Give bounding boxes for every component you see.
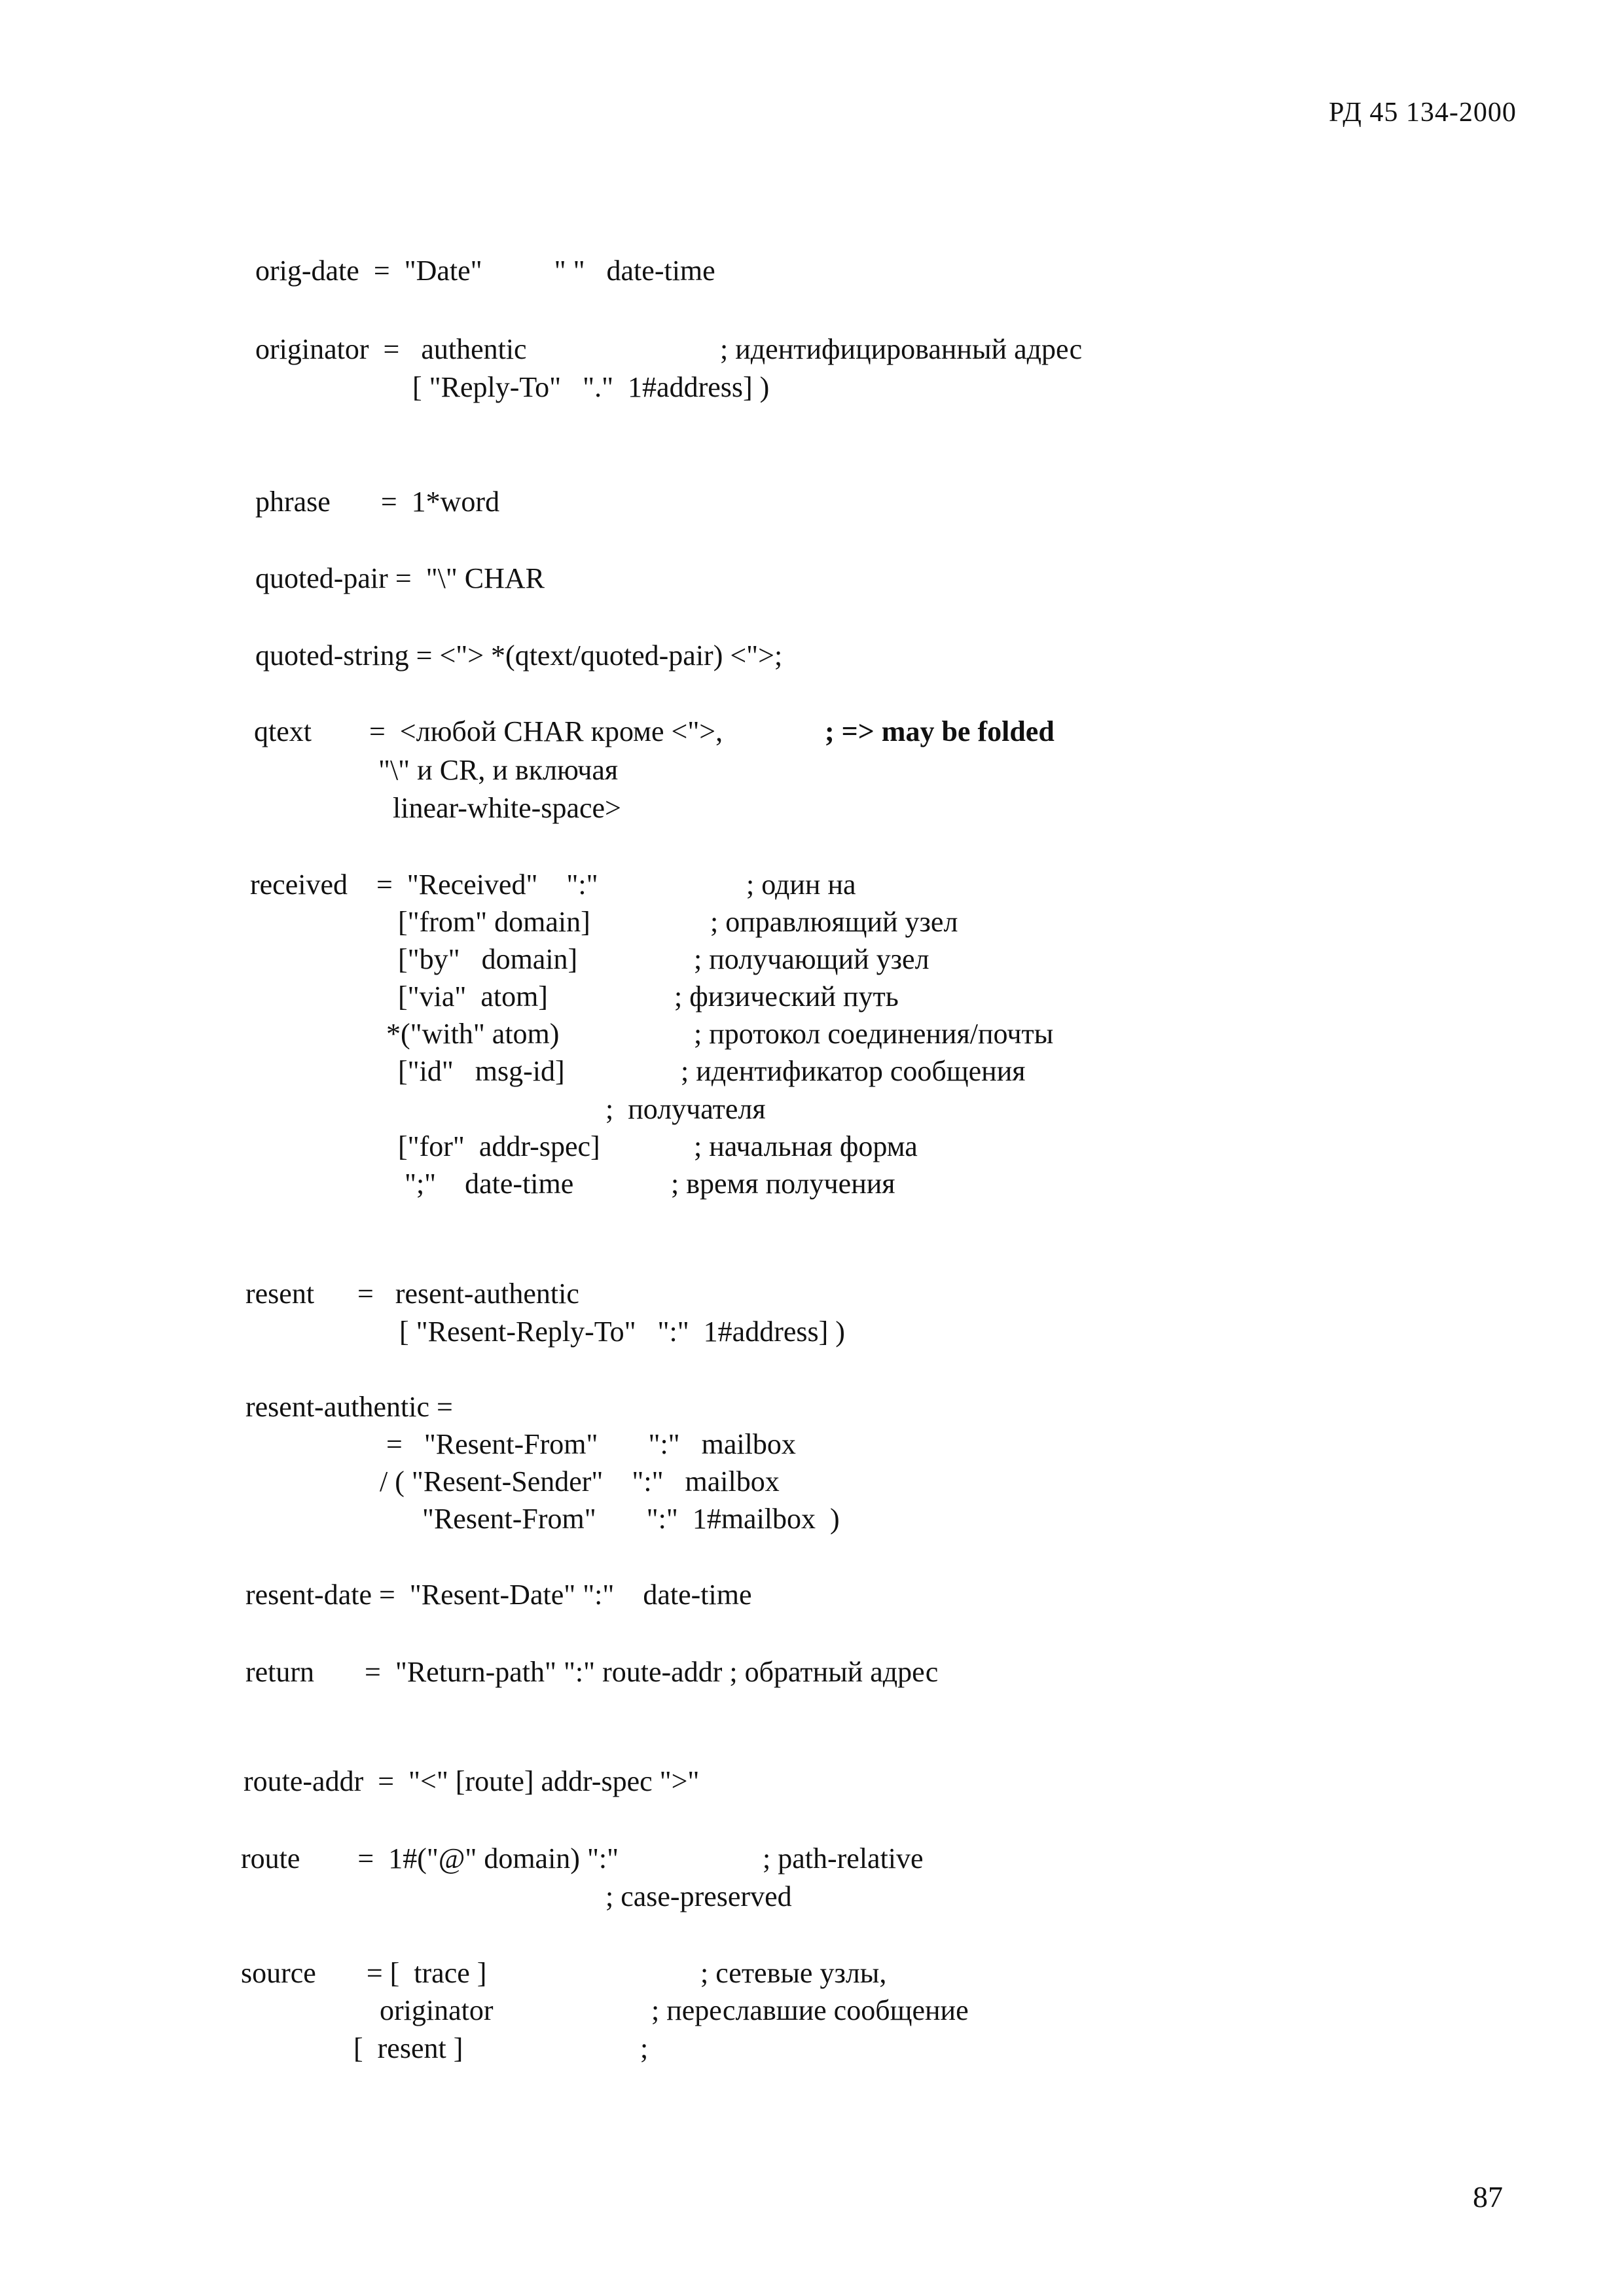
grammar-line: [ resent ] xyxy=(353,2032,463,2064)
grammar-line: quoted-string = <"> *(qtext/quoted-pair) <">; xyxy=(255,639,783,672)
grammar-comment: ; получающий узел xyxy=(694,943,929,975)
grammar-line: qtext = <любой CHAR кроме <">, xyxy=(254,715,723,747)
grammar-line: ";" date-time xyxy=(405,1168,574,1200)
grammar-comment: ; => may be folded xyxy=(825,715,1055,747)
grammar-line: / ( "Resent-Sender" ":" mailbox xyxy=(380,1465,780,1498)
grammar-line: ["for" addr-spec] xyxy=(398,1130,600,1162)
grammar-comment: ; сетевые узлы, xyxy=(700,1957,887,1989)
grammar-comment: ; получателя xyxy=(605,1093,766,1125)
grammar-comment: ; переславшие сообщение xyxy=(651,1994,969,2026)
document-code: РД 45 134-2000 xyxy=(1329,98,1517,128)
grammar-comment: ; path-relative xyxy=(763,1842,924,1874)
grammar-line: originator = authentic xyxy=(255,333,527,365)
grammar-comment: ; case-preserved xyxy=(605,1880,792,1912)
grammar-line: route = 1#("@" domain) ":" xyxy=(241,1842,619,1874)
grammar-line: received = "Received" ":" xyxy=(250,869,598,901)
grammar-comment: ; начальная форма xyxy=(694,1130,918,1162)
grammar-line: *("with" atom) xyxy=(386,1018,560,1050)
grammar-line: return = "Return-path" ":" route-addr ; обратный адрес xyxy=(245,1656,939,1688)
grammar-comment: ; xyxy=(640,2032,649,2064)
grammar-line: = "Resent-From" ":" mailbox xyxy=(386,1428,796,1460)
grammar-line: ["by" domain] xyxy=(398,943,578,975)
grammar-comment: ; идентификатор сообщения xyxy=(681,1055,1026,1087)
grammar-line: resent-authentic = xyxy=(245,1391,453,1423)
grammar-line: "Resent-From" ":" 1#mailbox ) xyxy=(422,1503,840,1535)
grammar-comment: ; физический путь xyxy=(674,980,899,1013)
grammar-comment: ; время получения xyxy=(671,1168,895,1200)
grammar-line: resent-date = "Resent-Date" ":" date-time xyxy=(245,1579,752,1611)
grammar-line: ["from" domain] xyxy=(398,906,590,938)
grammar-line: originator xyxy=(380,1994,494,2026)
grammar-line: orig-date = "Date" " " date-time xyxy=(255,255,715,287)
grammar-line: [ "Resent-Reply-To" ":" 1#address] ) xyxy=(399,1316,845,1348)
grammar-comment: ; идентифицированный адрес xyxy=(720,333,1083,365)
grammar-line: linear-white-space> xyxy=(393,792,621,824)
grammar-line: source = [ trace ] xyxy=(241,1957,487,1989)
grammar-line: route-addr = "<" [route] addr-spec ">" xyxy=(244,1765,700,1797)
grammar-line: phrase = 1*word xyxy=(255,486,500,518)
grammar-line: ["id" msg-id] xyxy=(398,1055,565,1087)
grammar-line: resent = resent-authentic xyxy=(245,1278,579,1310)
grammar-line: "\" и CR, и включая xyxy=(378,754,619,786)
grammar-line: quoted-pair = "\" CHAR xyxy=(255,562,545,594)
grammar-comment: ; один на xyxy=(746,869,856,901)
grammar-line: [ "Reply-To" "." 1#address] ) xyxy=(412,371,770,403)
grammar-line: ["via" atom] xyxy=(398,980,548,1013)
grammar-comment: ; протокол соединения/почты xyxy=(694,1018,1054,1050)
grammar-comment: ; оправлюящий узел xyxy=(710,906,958,938)
page-number: 87 xyxy=(1473,2180,1503,2214)
